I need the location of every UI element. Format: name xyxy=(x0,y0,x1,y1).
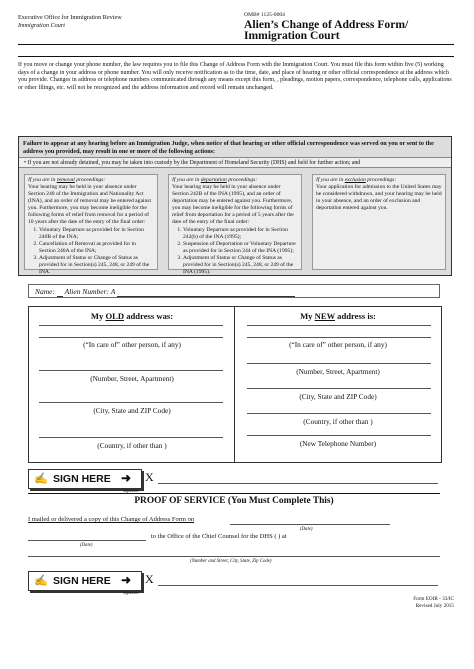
agency-header xyxy=(18,14,122,30)
new-address-heading: My NEW address is: xyxy=(300,311,376,321)
court-name: Immigration Court xyxy=(18,22,65,29)
proof-line1: I mailed or delivered a copy of this Change of Address Form on xyxy=(28,516,195,523)
signature-x: X xyxy=(145,470,154,484)
intro-paragraph: If you move or change your phone number, the law requires you to file this Change of Address Form with the Immigration Court. You must file this form within five (5) working days of a change in your address or phone number. You will only receive notification as to the time, date, and place of hearing or other official correspondence at the address which you provide. Changes in address or telephone numbers communicated through any means except this form, , pleadings, motion papers, correspondence, telephone calls, applications or other filings, etc. will not be recognized and the address information and record will remain unchanged. xyxy=(18,62,452,91)
new-careof-label: (“In care of” other person, if any) xyxy=(289,340,387,349)
warning-bullet: • If you are not already detained, you may be taken into custody by the Department of Homeland Security (DHS) and held for further action; and xyxy=(19,157,451,168)
warning-box xyxy=(18,136,452,276)
arrow-right-icon: ➜ xyxy=(121,471,132,485)
list-item: 2. Cancellation of Removal as provided for in Section 240A of the INA; xyxy=(39,241,154,255)
old-country-label: (Country, if other than ) xyxy=(97,441,167,450)
new-country-line[interactable] xyxy=(247,413,431,414)
old-city-label: (City, State and ZIP Code) xyxy=(93,406,171,415)
old-street-line[interactable] xyxy=(39,370,223,371)
new-country-label: (Country, if other than ) xyxy=(303,417,373,426)
removal-column xyxy=(24,174,158,275)
new-name-line[interactable] xyxy=(247,325,431,326)
new-phone-line[interactable] xyxy=(247,435,431,436)
exclusion-column xyxy=(312,174,446,270)
exclusion-heading: If you are in exclusion proceedings: xyxy=(316,177,397,183)
list-item: 1. Voluntary Departure as provided for in Section 242(b) of the INA (1995); xyxy=(183,227,298,241)
name-label: Name: xyxy=(35,287,55,296)
new-careof-line[interactable] xyxy=(247,337,431,338)
proof-line2: to the Office of the Chief Counsel for the DHS ( ) at xyxy=(151,533,287,540)
agency-name: Executive Office for Immigration Review xyxy=(18,14,122,21)
address-divider xyxy=(234,307,235,462)
pen-icon: ✍ xyxy=(34,575,48,587)
sign-here-label: SIGN HERE xyxy=(53,473,111,485)
old-name-line[interactable] xyxy=(39,325,223,326)
alien-number-field[interactable] xyxy=(117,287,295,297)
signature-x: X xyxy=(145,572,154,586)
list-item: 3. Adjustment of Status or Change of Status as provided for in Section(s) 245, 248, or 249 of the INA (1995). xyxy=(183,255,298,276)
proof-title: PROOF OF SERVICE (You Must Complete This) xyxy=(134,496,334,506)
old-country-line[interactable] xyxy=(39,437,223,438)
form-number-code: Form EOIR - 33/IC xyxy=(413,596,454,602)
old-careof-label: (“In care of” other person, if any) xyxy=(83,340,181,349)
sign-here-button-2[interactable] xyxy=(28,571,142,595)
removal-body: Your hearing may be held in your absence under Section 240 of the Immigration and Nationality Act (INA), and an order of removal may be entered against you. Furthermore, you may become ineligible for the following forms of relief from removal for a period of 10 years after the date of the entry of the final order: xyxy=(28,184,152,225)
form-number xyxy=(413,596,454,610)
deportation-column xyxy=(168,174,302,275)
new-street-line[interactable] xyxy=(247,363,431,364)
form-title xyxy=(244,19,408,41)
name-row xyxy=(28,284,440,298)
proof-date-label-2: (Date) xyxy=(80,543,93,548)
signature-line-1[interactable] xyxy=(158,483,438,484)
header-rule-2 xyxy=(18,56,454,57)
old-city-line[interactable] xyxy=(39,402,223,403)
new-phone-label: (New Telephone Number) xyxy=(299,439,377,448)
pen-icon: ✍ xyxy=(34,473,48,485)
form-revised-date: Revised July 2015 xyxy=(415,603,454,609)
list-item: 1. Voluntary Departure as provided for in Section 240B of the INA; xyxy=(39,227,154,241)
name-field[interactable] xyxy=(57,287,63,297)
signature-label: Signature xyxy=(123,488,140,493)
old-careof-line[interactable] xyxy=(39,337,223,338)
old-address-heading: My OLD address was: xyxy=(90,311,174,321)
new-city-label: (City, State and ZIP Code) xyxy=(299,392,377,401)
header-rule xyxy=(18,44,454,45)
form-title-line2: Immigration Court xyxy=(244,29,340,42)
proof-date-line-2[interactable] xyxy=(28,540,146,541)
removal-heading: If you are in removal proceedings: xyxy=(28,177,106,183)
list-item: 3. Adjustment of Status or Change of Status as provided for in Section(s) 245, 248, or 249 of the INA. xyxy=(39,255,154,276)
proof-rule xyxy=(28,493,440,494)
sign-here-label: SIGN HERE xyxy=(53,575,111,587)
new-city-line[interactable] xyxy=(247,388,431,389)
new-street-label: (Number, Street, Apartment) xyxy=(296,367,380,376)
deportation-body: Your hearing may be held in your absence under Section 242B of the INA (1995), and an order of deportation may be entered against you. Furthermore, you may become ineligible for the following forms of relief from deportation for a period of 5 years after the date of the entry of the final order: xyxy=(172,184,294,225)
deportation-heading: If you are in deportation proceedings: xyxy=(172,177,258,183)
exclusion-body: Your application for admission to the United States may be considered withdrawn, and your hearing may be held in your absence, and an order of exclusion and deportation entered against you. xyxy=(316,184,442,211)
signature-line-2[interactable] xyxy=(158,585,438,586)
alien-number-label: Alien Number: A xyxy=(64,287,116,296)
removal-list xyxy=(28,227,154,276)
list-item: 2. Suspension of Deportation or Voluntary Departure as provided for in Section 244 of the INA (1995); xyxy=(183,241,298,255)
omb-number: OMB# 1125-0004 xyxy=(244,12,285,18)
proof-address-line[interactable] xyxy=(28,556,440,557)
address-box xyxy=(28,306,442,463)
arrow-right-icon: ➜ xyxy=(121,573,132,587)
proof-date-label: (Date) xyxy=(300,527,313,532)
proof-date-line[interactable] xyxy=(230,524,390,525)
warning-heading: Failure to appear at any hearing before an Immigration Judge, when notice of that hearing or other official correspondence was served on you or sent to the address you provided, may result in one or more of the following actions: xyxy=(23,140,434,155)
signature-label: Signature xyxy=(123,590,140,595)
old-street-label: (Number, Street, Apartment) xyxy=(90,374,174,383)
sign-here-button-1[interactable] xyxy=(28,469,142,493)
deportation-list xyxy=(172,227,298,276)
form-title-line1: Alien’s Change of Address Form/ xyxy=(244,18,409,31)
proof-address-label: (Number and Street, City, State, Zip Code) xyxy=(190,559,272,564)
